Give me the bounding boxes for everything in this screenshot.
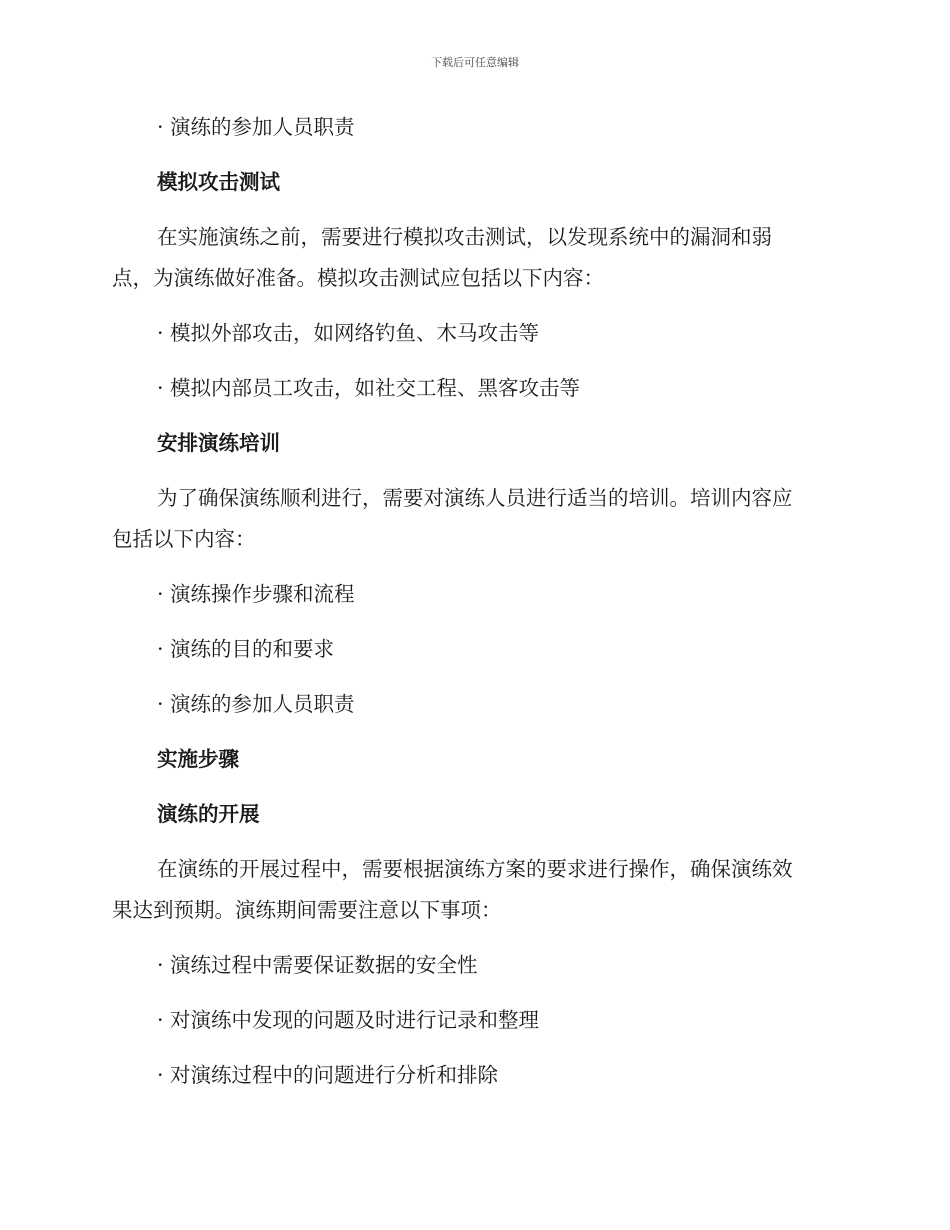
section-heading: 模拟攻击测试 bbox=[157, 170, 280, 194]
section-heading: 实施步骤 bbox=[157, 747, 239, 771]
paragraph-line: 果达到预期。演练期间需要注意以下事项： bbox=[112, 898, 502, 922]
paragraph-line: 包括以下内容： bbox=[112, 527, 256, 551]
bullet-item: · 演练的参加人员职责 bbox=[157, 692, 355, 716]
bullet-item: · 演练操作步骤和流程 bbox=[157, 582, 355, 606]
bullet-item: · 模拟外部攻击，如网络钓鱼、木马攻击等 bbox=[157, 321, 540, 345]
paragraph-line: 在演练的开展过程中，需要根据演练方案的要求进行操作，确保演练效 bbox=[157, 857, 793, 881]
bullet-item: · 模拟内部员工攻击，如社交工程、黑客攻击等 bbox=[157, 376, 581, 400]
page-header-note: 下载后可任意编辑 bbox=[431, 56, 519, 69]
paragraph-line: 在实施演练之前，需要进行模拟攻击测试，以发现系统中的漏洞和弱 bbox=[157, 225, 772, 249]
bullet-item: · 对演练中发现的问题及时进行记录和整理 bbox=[157, 1008, 540, 1032]
bullet-item: · 演练的目的和要求 bbox=[157, 637, 335, 661]
paragraph-line: 为了确保演练顺利进行，需要对演练人员进行适当的培训。培训内容应 bbox=[157, 486, 793, 510]
subsection-heading: 演练的开展 bbox=[157, 802, 260, 826]
bullet-item: · 演练的参加人员职责 bbox=[157, 115, 355, 139]
bullet-item: · 演练过程中需要保证数据的安全性 bbox=[157, 953, 478, 977]
paragraph-line: 点，为演练做好准备。模拟攻击测试应包括以下内容： bbox=[112, 266, 604, 290]
section-heading: 安排演练培训 bbox=[157, 431, 280, 455]
bullet-item: · 对演练过程中的问题进行分析和排除 bbox=[157, 1063, 499, 1087]
